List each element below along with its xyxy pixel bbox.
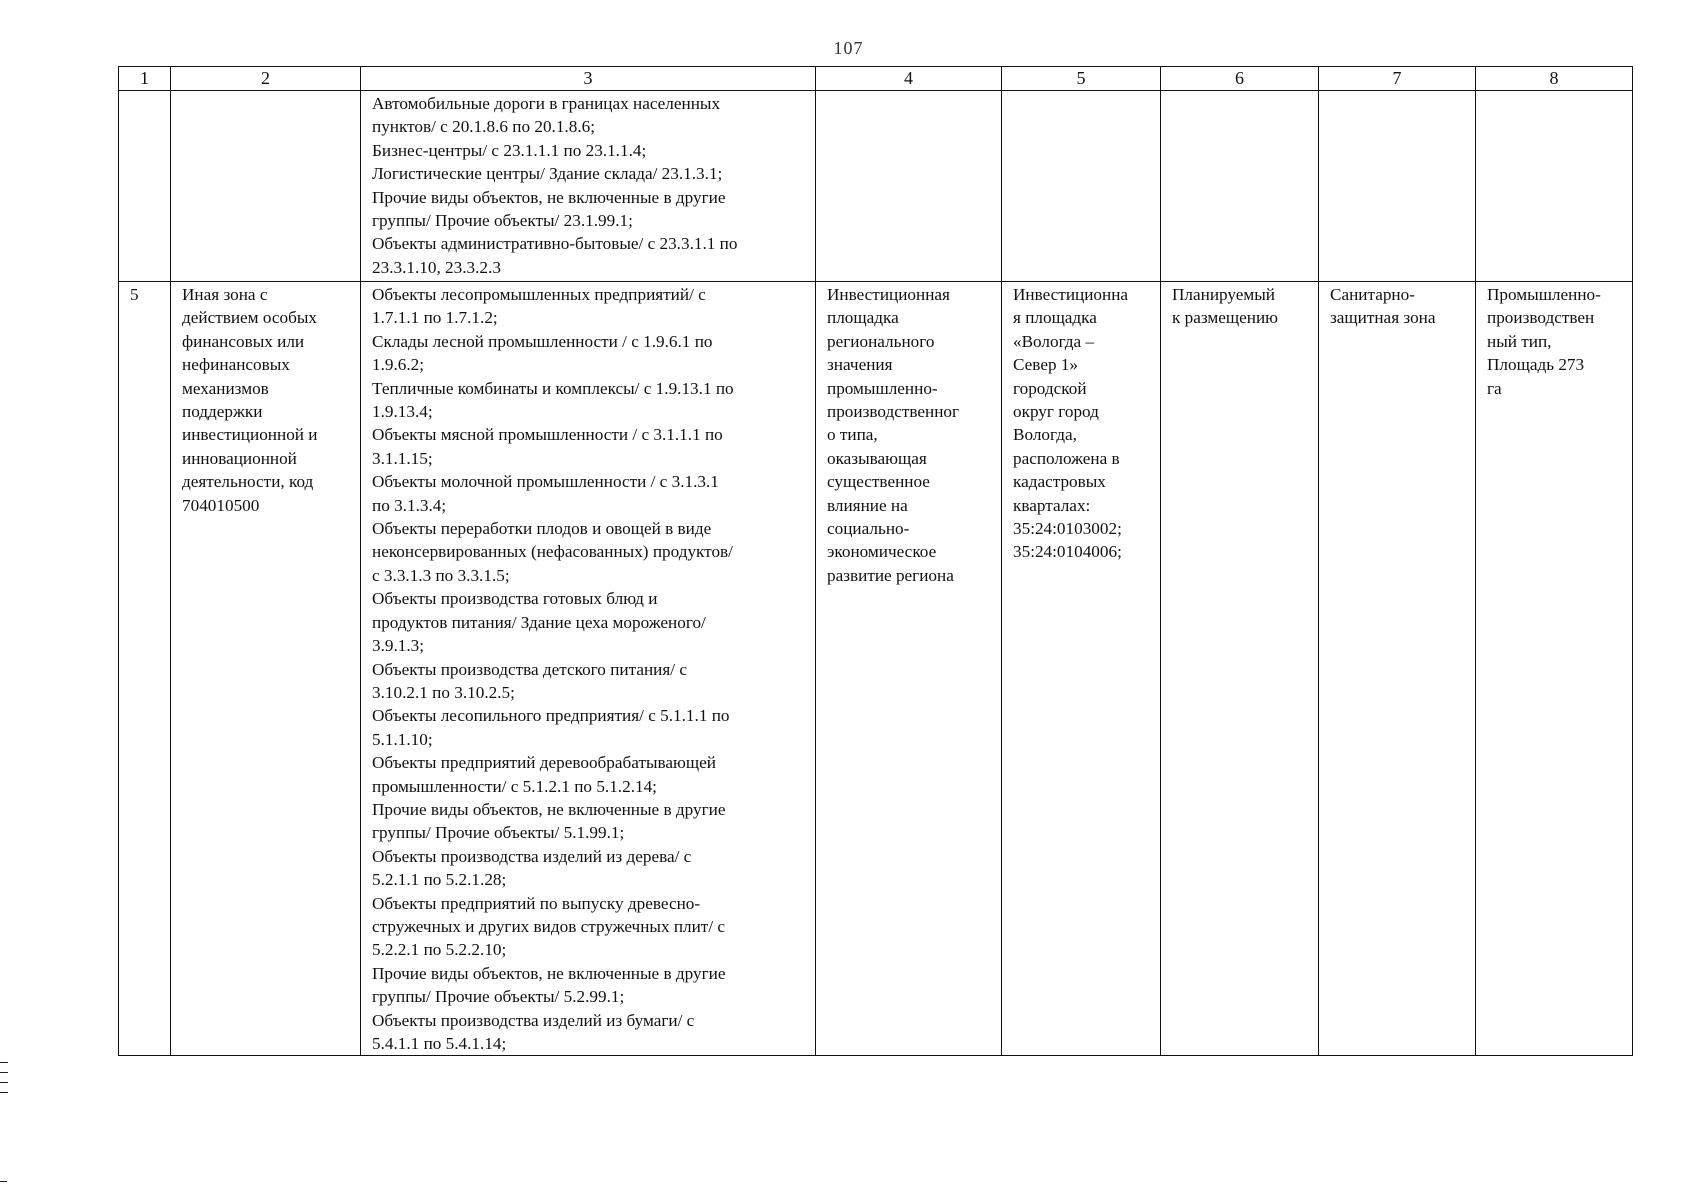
column-header: 6	[1161, 67, 1319, 91]
cell-site-location	[1002, 91, 1161, 282]
cell-text-line: по 3.1.3.4;	[372, 495, 447, 515]
cell-text-line: Север 1»	[1013, 355, 1079, 375]
cell-text-line: Инвестиционна	[1013, 285, 1129, 304]
page-number: 107	[833, 38, 864, 58]
cell-text-line: финансовых или	[182, 331, 305, 351]
cell-text-line: Объекты лесопильного предприятия/ с 5.1.1.1 по	[372, 706, 730, 726]
cell-text-line: Вологда,	[1013, 425, 1077, 445]
cell-text-line: действием особых	[182, 308, 317, 328]
cell-text-line: Прочие виды объектов, не включенные в другие	[372, 187, 726, 207]
cell-text-line: Объекты предприятий деревообрабатывающей	[372, 753, 716, 773]
cell-text-line: 1.9.6.2;	[372, 355, 425, 375]
cell-text-line: влияние на	[827, 495, 908, 515]
cell-text-line: я площадка	[1013, 308, 1097, 328]
cell-text-line: Планируемый	[1172, 285, 1275, 304]
cell-zone	[171, 91, 361, 282]
column-header: 1	[119, 67, 171, 91]
cell-text-line: Инвестиционная	[827, 285, 950, 304]
cell-text-line: ный тип,	[1487, 331, 1552, 351]
document-table	[118, 66, 1633, 1056]
cell-number	[119, 282, 171, 1056]
cell-text-line: оказывающая	[827, 448, 927, 468]
cell-text-line: экономическое	[827, 542, 937, 562]
cell-text-line: производствен	[1487, 308, 1595, 328]
cell-text-line: механизмов	[182, 378, 269, 398]
cell-text-line: Автомобильные дороги в границах населенных	[372, 94, 721, 113]
cell-text-line: группы/ Прочие объекты/ 5.1.99.1;	[372, 823, 625, 843]
cell-text-line: расположена в	[1013, 448, 1120, 468]
cell-characteristics	[1476, 91, 1633, 282]
column-header: 5	[1002, 67, 1161, 91]
cell-text-line: Логистические центры/ Здание склада/ 23.1.3.1;	[372, 164, 723, 184]
cell-text-line: социально-	[827, 519, 910, 539]
cell-characteristics	[1476, 282, 1633, 1056]
cell-text-line: 3.9.1.3;	[372, 636, 425, 656]
cell-site-type	[816, 282, 1002, 1056]
cell-text-line: регионального	[827, 331, 935, 351]
cell-restrictions	[1319, 91, 1476, 282]
cell-site-type	[816, 91, 1002, 282]
cell-text-line: промышленности/ с 5.1.2.1 по 5.1.2.14;	[372, 776, 657, 796]
cell-text-line: 704010500	[182, 495, 260, 515]
cell-text-line: стружечных и других видов стружечных плит/ с	[372, 916, 726, 936]
cell-text-line: 5.1.1.10;	[372, 729, 433, 749]
cell-text-line: площадка	[827, 308, 899, 328]
cell-text-line: 35:24:0104006;	[1013, 542, 1122, 562]
cell-text-line: 3.1.1.15;	[372, 448, 433, 468]
cell-text-line: га	[1487, 378, 1502, 398]
cell-text-line: с 3.3.1.3 по 3.3.1.5;	[372, 565, 510, 585]
cell-text-line: пунктов/ с 20.1.8.6 по 20.1.8.6;	[372, 117, 595, 137]
cell-text-line: Объекты производства готовых блюд и	[372, 589, 658, 609]
cell-text-line: промышленно-	[827, 378, 938, 398]
scan-mark	[0, 1181, 7, 1182]
scan-mark	[0, 1072, 8, 1073]
cell-text-line: к размещению	[1172, 308, 1279, 328]
cell-text-line: о типа,	[827, 425, 878, 445]
cell-text-line: округ город	[1013, 402, 1099, 422]
cell-text-line: нефинансовых	[182, 355, 290, 375]
cell-text-line: значения	[827, 355, 893, 375]
cell-text-line: городской	[1013, 378, 1087, 398]
cell-text-line: Объекты предприятий по выпуску древесно-	[372, 893, 701, 913]
cell-objects	[361, 282, 816, 1056]
cell-text-line: Объекты административно-бытовые/ с 23.3.1.1 по	[372, 234, 738, 254]
cell-objects	[361, 91, 816, 282]
cell-text-line: Прочие виды объектов, не включенные в другие	[372, 799, 726, 819]
column-header: 3	[361, 67, 816, 91]
cell-text-line: продуктов питания/ Здание цеха мороженого/	[372, 612, 706, 632]
cell-status	[1161, 91, 1319, 282]
column-header: 7	[1319, 67, 1476, 91]
cell-text-line: 5.2.1.1 по 5.2.1.28;	[372, 870, 507, 890]
cell-text-line: инновационной	[182, 448, 297, 468]
cell-status	[1161, 282, 1319, 1056]
column-header: 4	[816, 67, 1002, 91]
scan-mark	[0, 1082, 8, 1083]
cell-text-line: Объекты молочной промышленности / с 3.1.3.1	[372, 472, 719, 492]
column-header: 2	[171, 67, 361, 91]
cell-text-line: «Вологда –	[1013, 331, 1095, 351]
cell-text-line: Прочие виды объектов, не включенные в другие	[372, 963, 726, 983]
column-header: 8	[1476, 67, 1633, 91]
cell-text-line: Бизнес-центры/ с 23.1.1.1 по 23.1.1.4;	[372, 140, 647, 160]
cell-text-line: развитие региона	[827, 565, 954, 585]
cell-text-line: группы/ Прочие объекты/ 5.2.99.1;	[372, 987, 625, 1007]
cell-text-line: 5.4.1.1 по 5.4.1.14;	[372, 1034, 507, 1053]
scan-mark	[0, 1062, 8, 1063]
header-row	[119, 67, 1633, 91]
cell-text-line: 1.7.1.1 по 1.7.1.2;	[372, 308, 498, 328]
cell-site-location	[1002, 282, 1161, 1056]
cell-text-line: существенное	[827, 472, 930, 492]
cell-text-line: 5.2.2.1 по 5.2.2.10;	[372, 940, 507, 960]
cell-text-line: защитная зона	[1330, 308, 1436, 328]
cell-text-line: Объекты мясной промышленности / с 3.1.1.1 по	[372, 425, 723, 445]
cell-text-line: Тепличные комбинаты и комплексы/ с 1.9.13.1 по	[372, 378, 734, 398]
cell-text-line: 1.9.13.4;	[372, 402, 433, 422]
cell-text-line: поддержки	[182, 402, 263, 422]
cell-text-line: 35:24:0103002;	[1013, 519, 1122, 539]
cell-text-line: кварталах:	[1013, 495, 1091, 515]
cell-text-line: Объекты производства изделий из дерева/ с	[372, 846, 692, 866]
cell-text-line: инвестиционной и	[182, 425, 318, 445]
cell-text-line: Объекты лесопромышленных предприятий/ с	[372, 285, 706, 304]
cell-text-line: Объекты переработки плодов и овощей в виде	[372, 519, 712, 539]
cell-text-line: 3.10.2.1 по 3.10.2.5;	[372, 682, 515, 702]
cell-text-line: Промышленно-	[1487, 285, 1601, 304]
cell-text-line: Объекты производства изделий из бумаги/ с	[372, 1010, 695, 1030]
cell-text-line: 23.3.1.10, 23.3.2.3	[372, 257, 501, 277]
cell-text-line: Склады лесной промышленности / с 1.9.6.1 по	[372, 331, 713, 351]
cell-text-line: деятельности, код	[182, 472, 314, 492]
cell-text-line: производственног	[827, 402, 960, 422]
scan-mark	[0, 1092, 8, 1093]
cell-text-line: Площадь 273	[1487, 355, 1585, 375]
cell-text-line: кадастровых	[1013, 472, 1106, 492]
cell-text-line: 5	[130, 285, 139, 304]
cell-text-line: неконсервированных (нефасованных) продуктов/	[372, 542, 733, 562]
cell-text-line: группы/ Прочие объекты/ 23.1.99.1;	[372, 211, 633, 231]
table-row	[119, 282, 1633, 1056]
cell-restrictions	[1319, 282, 1476, 1056]
cell-text-line: Санитарно-	[1330, 285, 1415, 304]
cell-text-line: Иная зона с	[182, 285, 268, 304]
cell-zone	[171, 282, 361, 1056]
cell-number	[119, 91, 171, 282]
table-row	[119, 91, 1633, 282]
cell-text-line: Объекты производства детского питания/ с	[372, 659, 687, 679]
